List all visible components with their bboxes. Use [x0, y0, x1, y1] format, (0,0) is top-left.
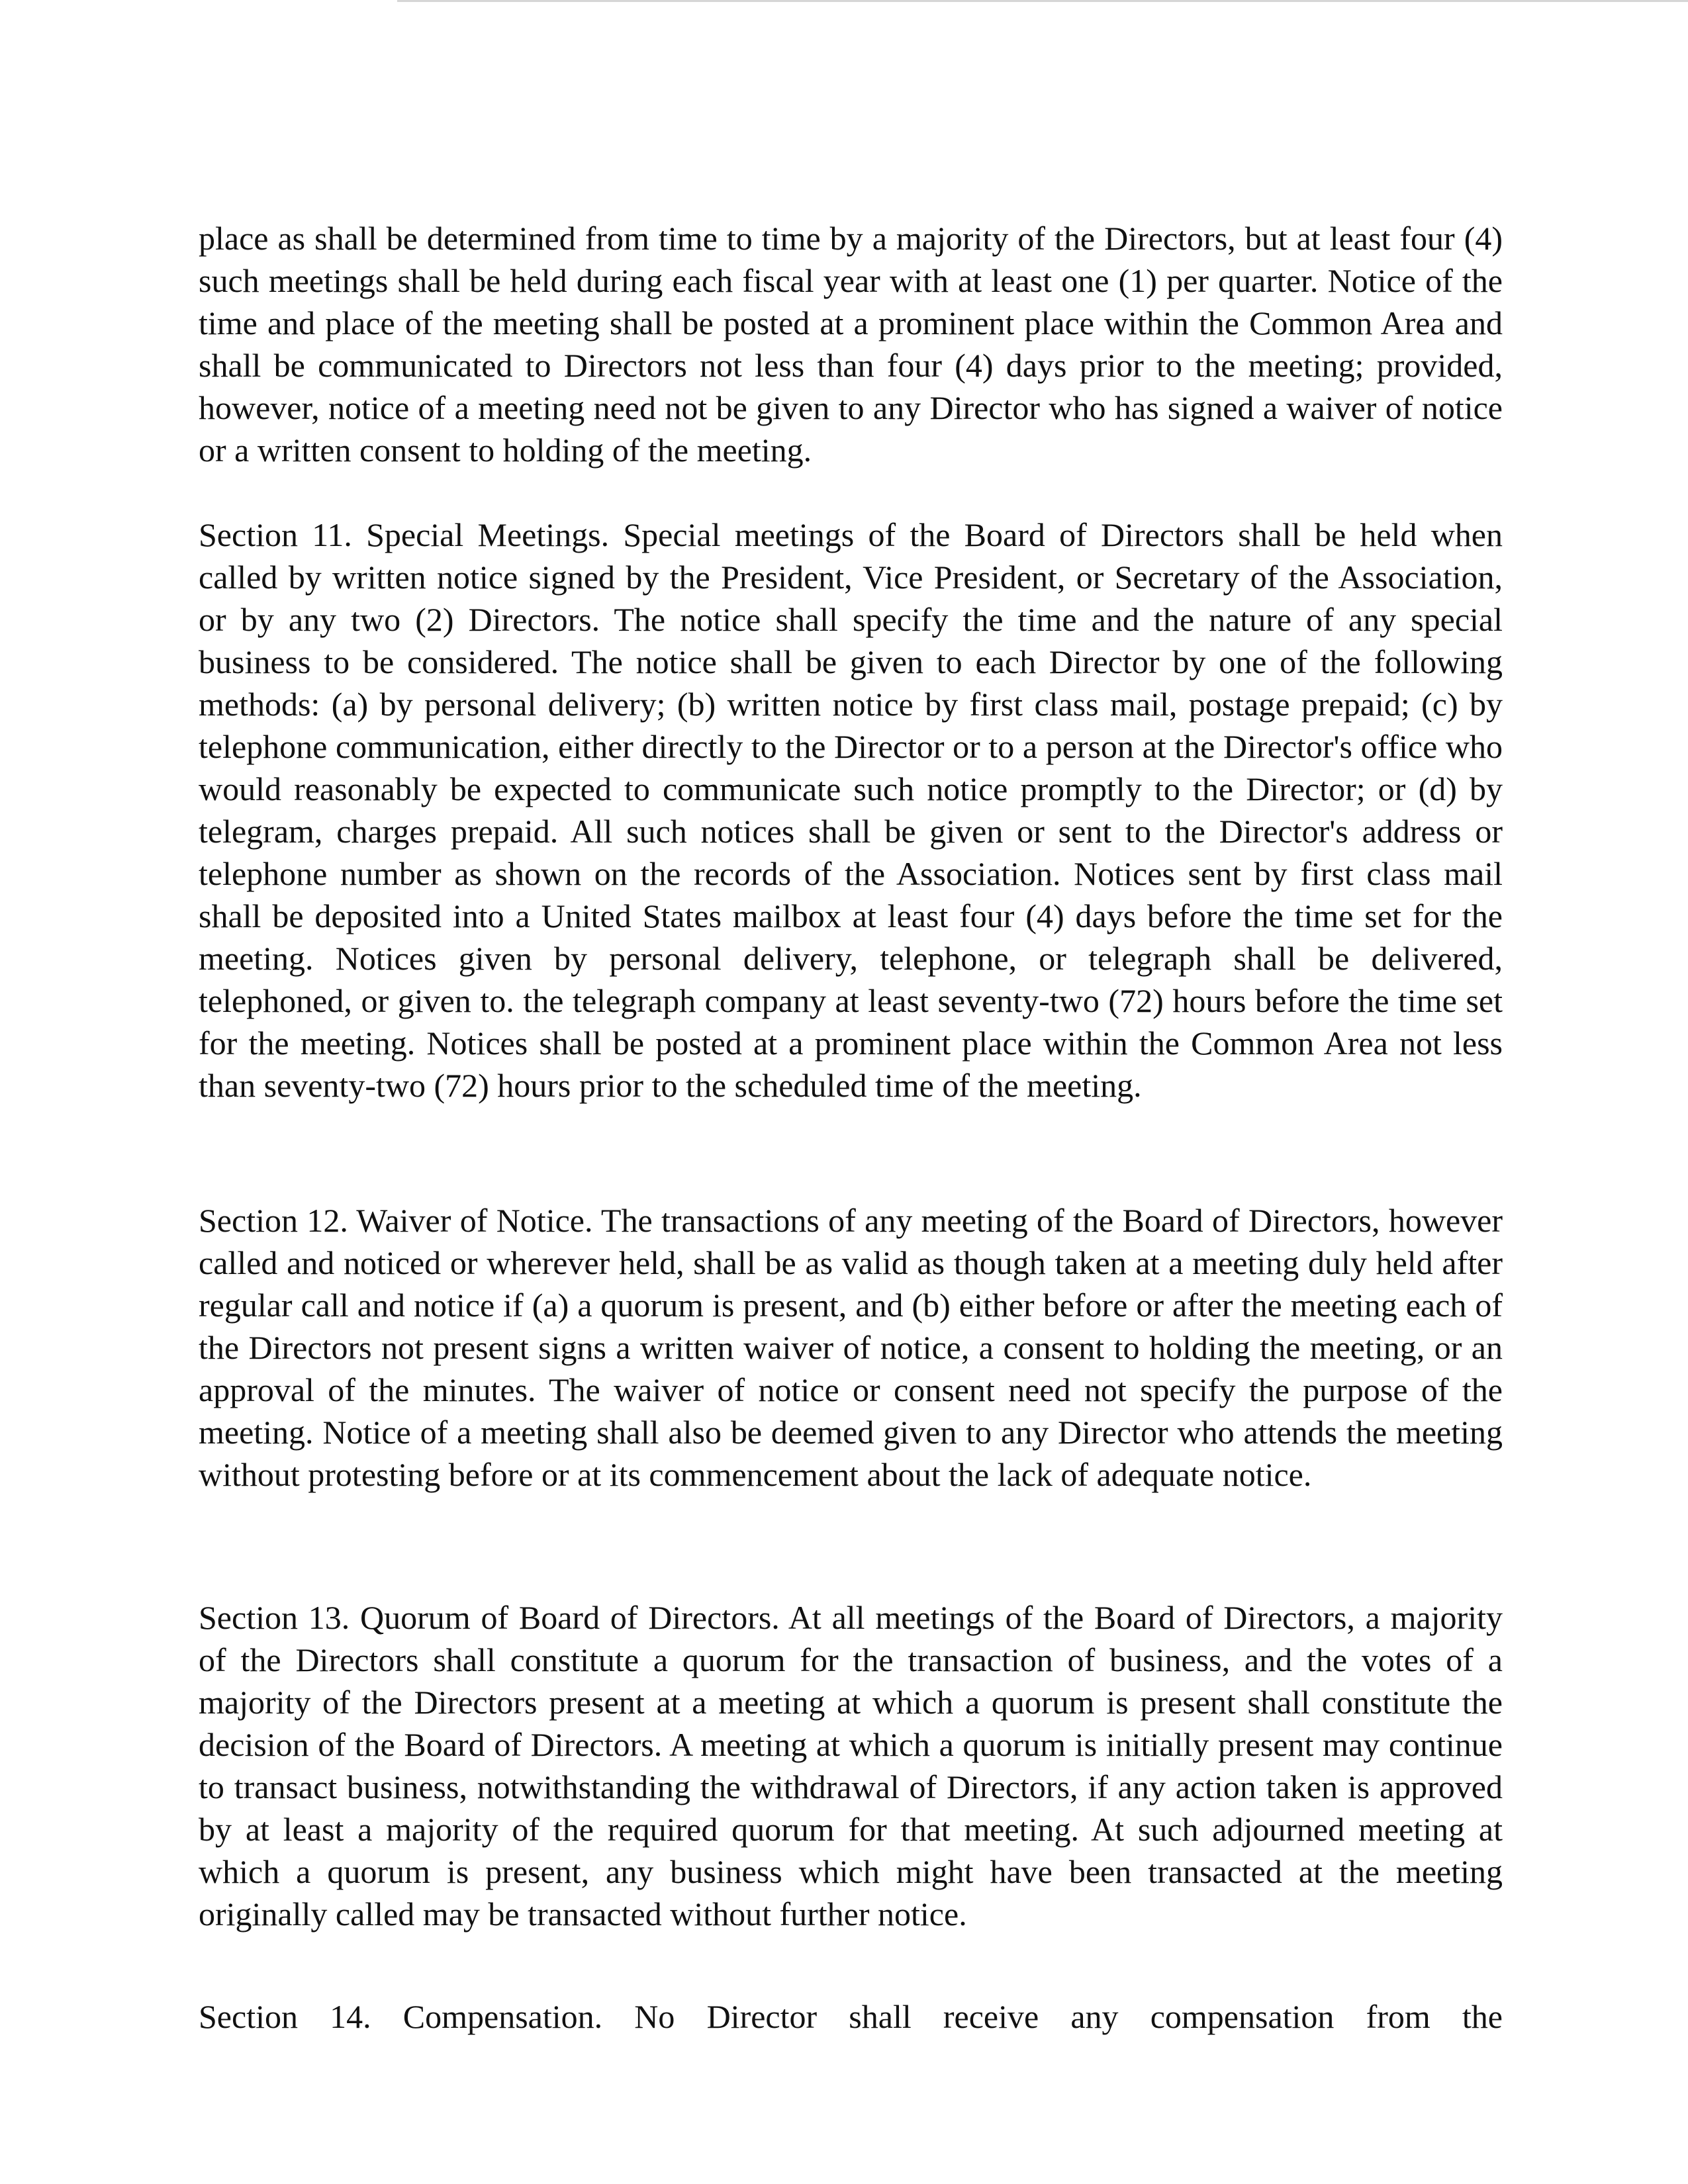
paragraph-regular-meetings-continued: place as shall be determined from time to time by a majority of the Directors, but at least four (4) such meetings shall be held during each fiscal year with at least one (1) per quarter. Notice of the time and place of the meeting shall be posted at a prominent place within the Common Area and shall be communicated to Directors not less than four (4) days prior to the meeting; provided, however, notice of a meeting need not be given to any Director who has signed a waiver of notice or a written consent to holding of the meeting. [199, 220, 1503, 469]
paragraph-section-14-compensation: Section 14. Compensation. No Director shall receive any compensation from the [199, 1998, 1503, 2035]
paragraph-section-12-waiver-of-notice: Section 12. Waiver of Notice. The transactions of any meeting of the Board of Directors, however called and noticed or wherever held, shall be as valid as though taken at a meeting duly held after regular call and notice if (a) a quorum is present, and (b) either before or after the meeting each of the Directors not present signs a written waiver of notice, a consent to holding the meeting, or an approval of the minutes. The waiver of notice or consent need not specify the purpose of the meeting. Notice of a meeting shall also be deemed given to any Director who attends the meeting without protesting before or at its commencement about the lack of adequate notice. [199, 1202, 1503, 1493]
paragraph-section-11-special-meetings: Section 11. Special Meetings. Special meetings of the Board of Directors shall be held when called by written notice signed by the President, Vice President, or Secretary of the Association, or by any two (2) Directors. The notice shall specify the time and the nature of any special business to be considered. The notice shall be given to each Director by one of the following methods: (a) by personal delivery; (b) written notice by first class mail, postage prepaid; (c) by telephone communication, either directly to the Director or to a person at the Director's office who would reasonably be expected to communicate such notice promptly to the Director; or (d) by telegram, charges prepaid. All such notices shall be given or sent to the Director's address or telephone number as shown on the records of the Association. Notices sent by first class mail shall be deposited into a United States mailbox at least four (4) days before the time set for the meeting. Notices given by personal delivery, telephone, or telegraph shall be delivered, telephoned, or given to. the telegraph company at least seventy-two (72) hours before the time set for the meeting. Notices shall be posted at a prominent place within the Common Area not less than seventy-two (72) hours prior to the scheduled time of the meeting. [199, 516, 1503, 1104]
paragraph-section-13-quorum: Section 13. Quorum of Board of Directors. At all meetings of the Board of Directors, a majority of the Directors shall constitute a quorum for the transaction of business, and the votes of a majority of the Directors present at a meeting at which a quorum is present shall constitute the decision of the Board of Directors. A meeting at which a quorum is initially present may continue to transact business, notwithstanding the withdrawal of Directors, if any action taken is approved by at least a majority of the required quorum for that meeting. At such adjourned meeting at which a quorum is present, any business which might have been transacted at the meeting originally called may be transacted without further notice. [199, 1599, 1503, 1933]
scan-top-edge [397, 0, 1688, 2]
